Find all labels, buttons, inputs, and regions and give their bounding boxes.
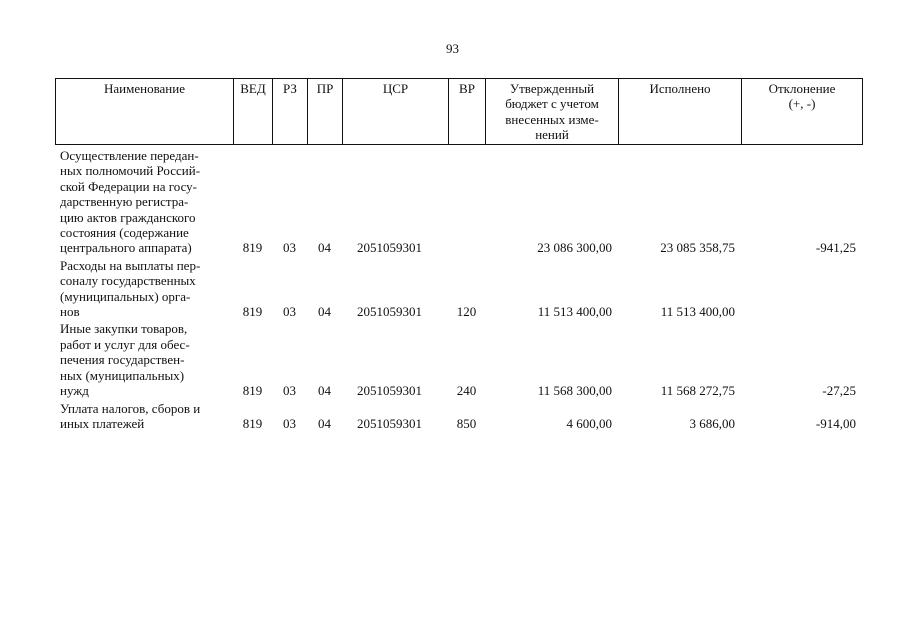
table-row (55, 258, 862, 322)
header-approved-line: бюджет с учетом (505, 96, 599, 112)
deviation-cell: -27,25 (822, 383, 856, 399)
rz-cell: 03 (283, 415, 296, 431)
ved-cell: 819 (242, 415, 263, 431)
header-csr: ЦСР (343, 79, 449, 145)
name-cell (55, 258, 233, 322)
name-line: Осуществление передан- (60, 148, 199, 163)
name-line: цию актов гражданского (60, 209, 196, 225)
ved-cell: 819 (242, 383, 263, 399)
rz-cell: 03 (283, 383, 296, 399)
header-deviation (742, 79, 863, 145)
name-cell (55, 148, 233, 258)
page-number: 93 (446, 41, 459, 56)
name-line: иных платежей (60, 415, 145, 431)
name-line: нов (60, 304, 80, 320)
approved-cell: 11 568 300,00 (537, 383, 612, 399)
pr-cell: 04 (318, 415, 331, 431)
executed-cell: 23 085 358,75 (660, 240, 735, 256)
rz-cell: 03 (283, 240, 296, 256)
name-line: соналу государственных (60, 273, 196, 289)
pr-cell: 04 (318, 383, 331, 399)
pr-cell: 04 (318, 240, 331, 256)
name-line: ных полномочий Россий- (60, 163, 201, 179)
header-rz: РЗ (273, 79, 308, 145)
table-row (55, 401, 862, 434)
vr-cell: 850 (456, 415, 477, 431)
deviation-cell: -941,25 (815, 240, 856, 256)
header-row (56, 79, 863, 145)
executed-cell: 11 568 272,75 (660, 383, 735, 399)
name-line: Уплата налогов, сборов и (60, 400, 201, 416)
csr-cell: 2051059301 (357, 304, 422, 320)
name-line: нужд (60, 383, 89, 399)
approved-cell: 4 600,00 (566, 415, 612, 431)
name-line: дарственную регистра- (60, 194, 189, 210)
header-name: Наименование (56, 79, 234, 145)
name-line: центрального аппарата) (60, 240, 192, 256)
header-vr: ВР (449, 79, 486, 145)
header-approved (486, 79, 619, 145)
executed-cell: 11 513 400,00 (660, 304, 735, 320)
executed-cell: 3 686,00 (689, 415, 735, 431)
deviation-cell (741, 258, 862, 322)
csr-cell: 2051059301 (357, 240, 422, 256)
name-cell (55, 401, 233, 434)
header-approved-line: Утвержденный (509, 81, 595, 96)
approved-cell: 23 086 300,00 (537, 240, 612, 256)
name-line: (муниципальных) орга- (60, 288, 191, 304)
ved-cell: 819 (242, 304, 263, 320)
rz-cell: 03 (283, 304, 296, 320)
name-line: Иные закупки товаров, (60, 321, 188, 337)
pr-cell: 04 (318, 304, 331, 320)
vr-cell (448, 148, 485, 258)
name-line: Расходы на выплаты пер- (60, 257, 201, 273)
approved-cell: 11 513 400,00 (537, 304, 612, 320)
vr-cell: 240 (456, 383, 477, 399)
header-deviation-line: (+, -) (788, 96, 816, 112)
header-ved: ВЕД (234, 79, 273, 145)
name-line: печения государствен- (60, 352, 185, 368)
name-line: состояния (содержание (60, 225, 189, 241)
name-line: ской Федерации на госу- (60, 178, 198, 194)
header-pr: ПР (308, 79, 343, 145)
deviation-cell: -914,00 (815, 415, 856, 431)
table-header (55, 78, 863, 145)
table-row (55, 321, 862, 400)
table-body (55, 148, 862, 433)
name-line: ных (муниципальных) (60, 367, 185, 383)
header-executed: Исполнено (619, 79, 742, 145)
csr-cell: 2051059301 (357, 415, 422, 431)
name-cell (55, 321, 233, 400)
ved-cell: 819 (242, 240, 263, 256)
header-approved-line: нений (535, 127, 569, 143)
header-deviation-line: Отклонение (768, 81, 836, 96)
vr-cell: 120 (456, 304, 477, 320)
csr-cell: 2051059301 (357, 383, 422, 399)
table-row (55, 148, 862, 258)
header-approved-line: внесенных изме- (505, 111, 599, 127)
name-line: работ и услуг для обес- (60, 336, 190, 352)
